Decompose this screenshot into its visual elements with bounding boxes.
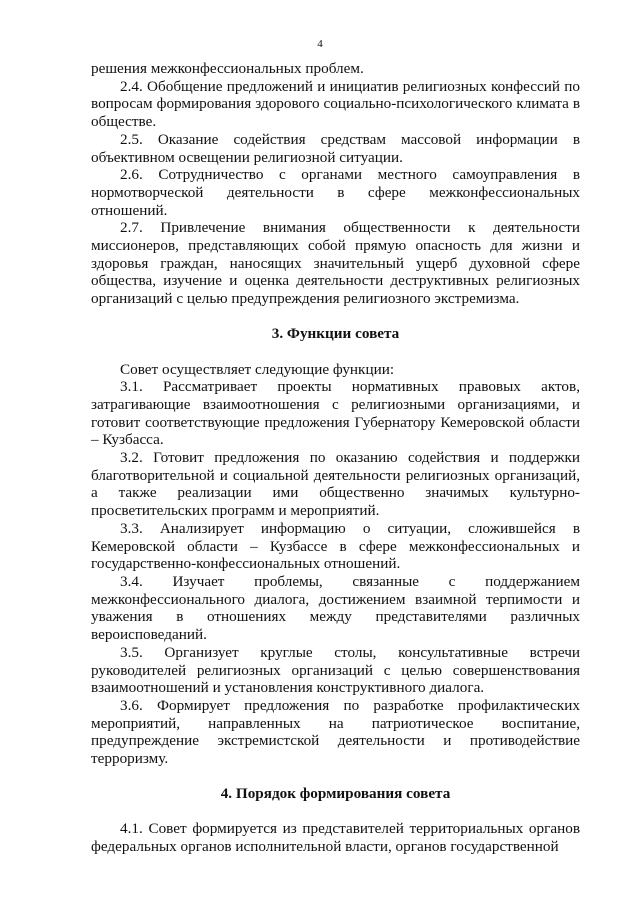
paragraph-2-6: 2.6. Сотрудничество с органами местного самоуправления в нормотворческой деятельности в сфере межконфессиональных отношений. xyxy=(91,166,580,219)
paragraph-3-6: 3.6. Формирует предложения по разработке профилактических мероприятий, направленных на патриотическое воспитание, предупреждение экстремистской деятельности и противодействие терроризму. xyxy=(91,696,580,768)
paragraph-3-2: 3.2. Готовит предложения по оказанию содействия и поддержки благотворительной и социальной деятельности религиозных организаций, а также реализации ими общественно значимых культурно-просветительских программ и мероприятий. xyxy=(91,449,580,520)
section-heading-4: 4. Порядок формирования совета xyxy=(220,784,451,802)
paragraph-2-4: 2.4. Обобщение предложений и инициатив религиозных конфессий по вопросам формирования здорового социально-психологического климата в обществе. xyxy=(91,77,580,131)
paragraph-3-4: 3.4. Изучает проблемы, связанные с поддержанием межконфессионального диалога, достижением взаимной терпимости и уважения в отношениях между представителями различных вероисповеданий. xyxy=(91,572,580,644)
paragraph-4-1: 4.1. Совет формируется из представителей территориальных органов федеральных органов исполнительной власти, органов государственной xyxy=(91,820,580,856)
paragraph-2-7: 2.7. Привлечение внимания общественности к деятельности миссионеров, представляющих собой прямую опасность для жизни и здоровья граждан, наносящих значительный ущерб духовной сфере общества, изучение и оценка деятельности деструктивных религиозных организаций с целью предупреждения религиозного экстремизма. xyxy=(91,219,580,308)
paragraph-2-5: 2.5. Оказание содействия средствам массовой информации в объективном освещении религиозной ситуации. xyxy=(91,130,580,166)
document-body xyxy=(91,60,580,856)
paragraph-3-5: 3.5. Организует круглые столы, консультативные встречи руководителей религиозных организаций с целью совершенствования взаимоотношений и установления конструктивного диалога. xyxy=(91,643,580,697)
paragraph-3-intro: Совет осуществляет следующие функции: xyxy=(120,360,395,378)
page-number: 4 xyxy=(317,38,323,50)
paragraph-3-3: 3.3. Анализирует информацию о ситуации, сложившейся в Кемеровской области – Кузбассе в сфере межконфессиональных и государственно-конфессиональных отношений. xyxy=(91,519,580,573)
section-heading-3: 3. Функции совета xyxy=(271,324,400,342)
paragraph-continuation: решения межконфессиональных проблем. xyxy=(91,60,364,77)
paragraph-3-1: 3.1. Рассматривает проекты нормативных правовых актов, затрагивающие взаимоотношения с религиозными организациями, и готовит соответствующие предложения Губернатору Кемеровской области – Кузбасса. xyxy=(91,378,580,449)
